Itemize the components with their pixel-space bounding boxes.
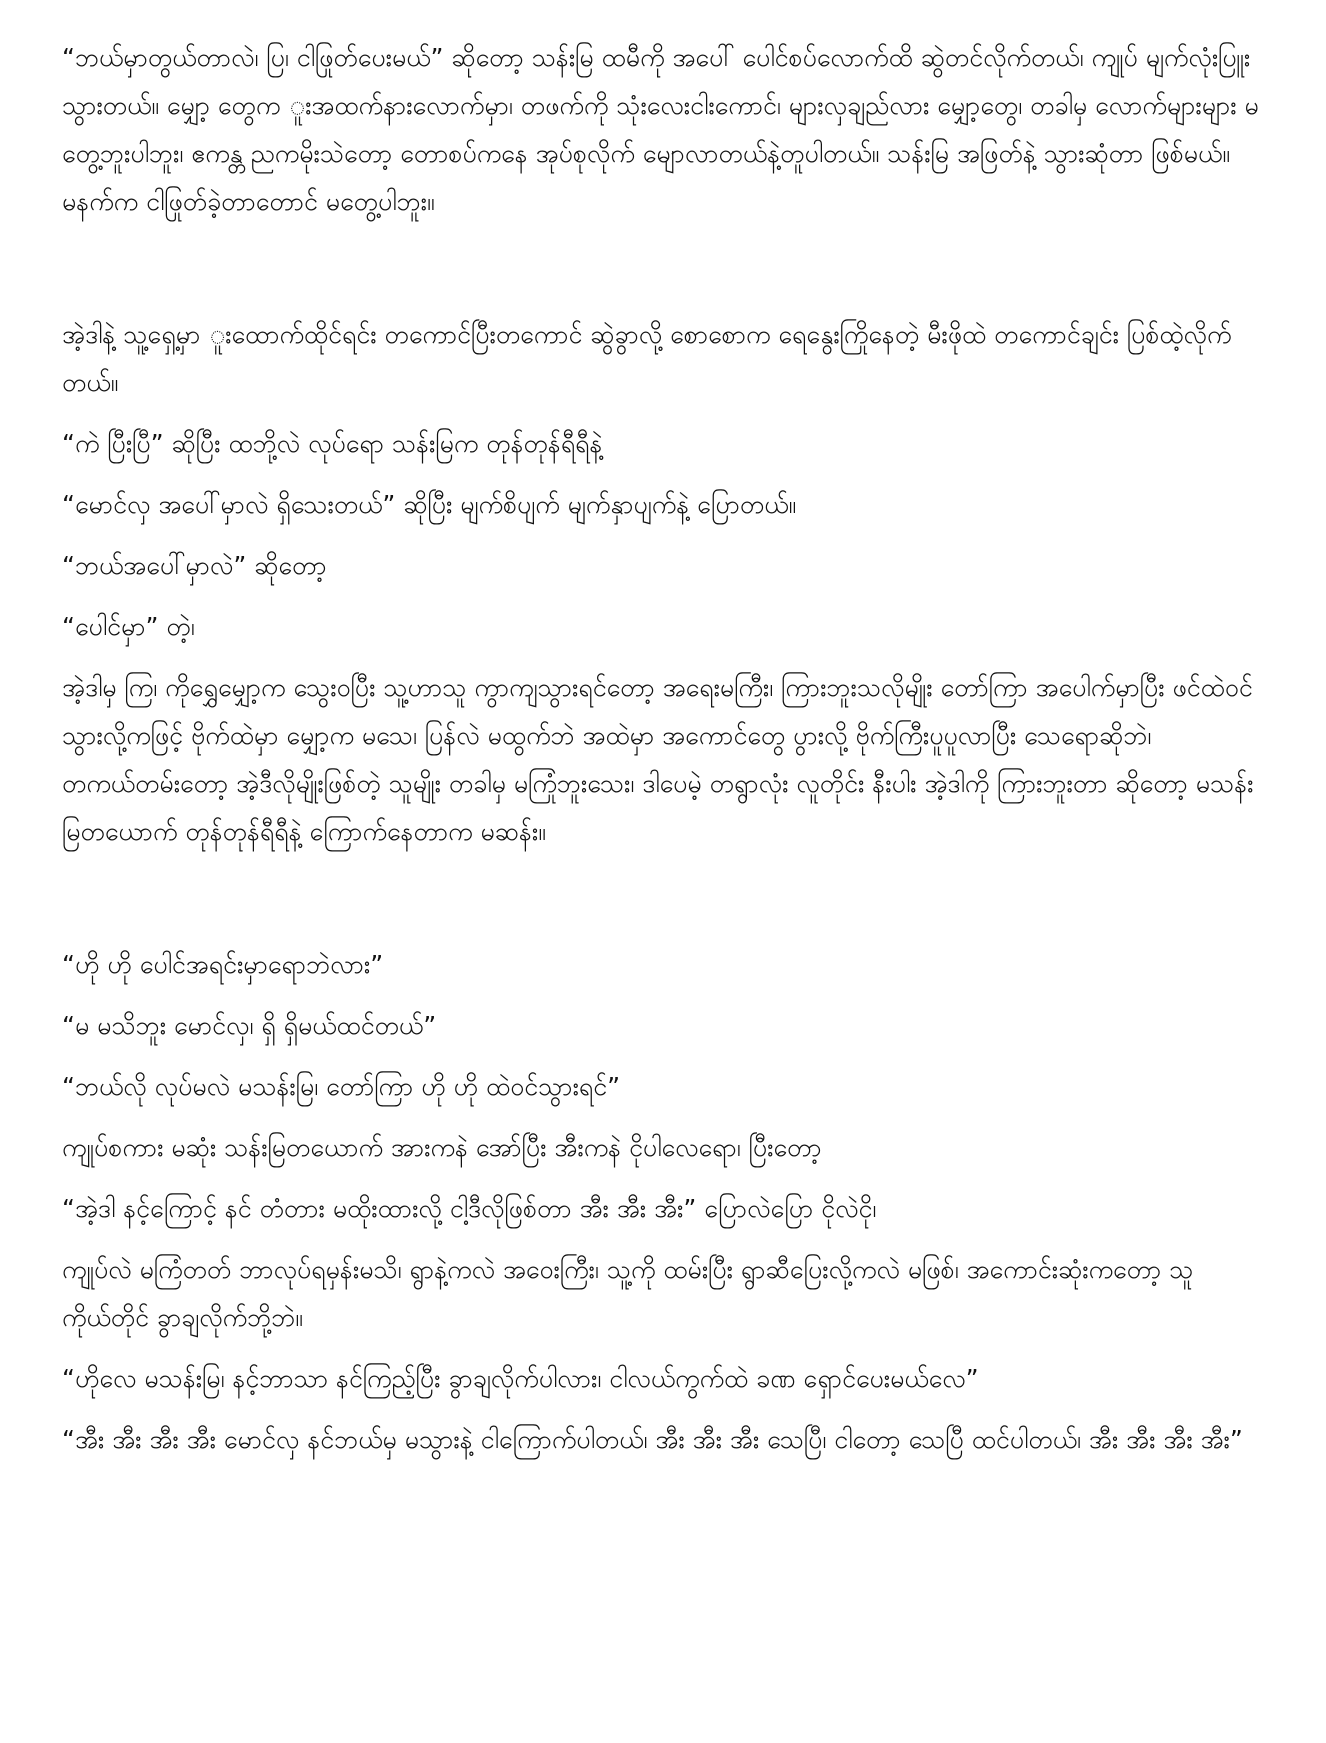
- section-gap: [62, 869, 1266, 941]
- paragraph: ကျုပ်လဲ မကြံတတ် ဘာလုပ်ရမှန်းမသိ၊ ရွာနဲ့ကလဲ အဝေးကြီး၊ သူ့ကို ထမ်းပြီး ရွာဆီပြေးလို့ကလဲ မဖြစ်၊ အကောင်းဆုံးကတော့ သူကိုယ်တိုင် ခွာချလိုက်ဘို့ဘဲ။: [62, 1255, 1194, 1332]
- story-block-3: [62, 941, 1266, 1464]
- paragraph: “အဲ့ဒါ နင့်ကြောင့် နင် တံတား မထိုးထားလို့ ငါ့ဒီလိုဖြစ်တာ အီး အီး အီး” ပြောလဲပြော ငိုလဲငို၊: [62, 1194, 877, 1223]
- paragraph: “ဘယ်မှာတွယ်တာလဲ၊ ပြ၊ ငါဖြုတ်ပေးမယ်” ဆိုတော့ သန်းမြ ထမီကို အပေါ် ပေါင်စပ်လောက်ထိ ဆွဲတင်လိုက်တယ်၊ ကျုပ် မျက်လုံးပြူးသွားတယ်။ မျှော့ တွေက ူးအထက်နားလောက်မှာ၊ တဖက်ကို သုံးလေးငါးကောင်၊ များလှချည်လား မျှော့တွေ၊ တခါမှ လောက်များများ မတွေ့ဘူးပါဘူး၊ ဧကန္တ ညကမိုးသဲတော့ တောစပ်ကနေ အုပ်စုလိုက် မျောလာတယ်နဲ့တူပါတယ်။ သန်းမြ အဖြတ်နဲ့ သွားဆုံတာ ဖြစ်မယ်။ မနက်က ငါဖြုတ်ခဲ့တာတောင် မတွေ့ပါဘူး။: [62, 43, 1259, 216]
- paragraph: “အီး အီး အီး အီး မောင်လှ နင်ဘယ်မှ မသွားနဲ့ ငါကြောက်ပါတယ်၊ အီး အီး အီး သေပြီ၊ ငါတော့ သေပြီ ထင်ပါတယ်၊ အီး အီး အီး အီး”: [62, 1425, 1243, 1454]
- paragraph: “ဘယ်အပေါ်မှာလဲ” ဆိုတော့: [62, 551, 327, 580]
- paragraph: ကျုပ်စကား မဆုံး သန်းမြတယောက် အားကနဲ အော်ပြီး အီးကနဲ ငိုပါလေရော၊ ပြီးတော့: [62, 1133, 822, 1162]
- story-block-1: [62, 34, 1266, 226]
- paragraph: “ဘယ်လို လုပ်မလဲ မသန်းမြ၊ တော်ကြာ ဟို ဟို ထဲဝင်သွားရင်”: [62, 1072, 621, 1101]
- paragraph: “ဟို ဟို ပေါင်အရင်းမှာရောဘဲလား”: [62, 950, 384, 979]
- story-block-2: [62, 311, 1266, 856]
- paragraph: အဲ့ဒါမှ ကြ၊ ကိုရွှေမျှော့က သွေးဝပြီး သူ့ဟာသူ ကွာကျသွားရင်တော့ အရေးမကြီး၊ ကြားဘူးသလိုမျိုး တော်ကြာ အပေါက်မှာပြီး ဖင်ထဲဝင်သွားလို့ကဖြင့် ဗိုက်ထဲမှာ မျှော့က မသေ၊ ပြန်လဲ မထွက်ဘဲ အထဲမှာ အကောင်တွေ ပွားလို့ ဗိုက်ကြီးပူပူလာပြီး သေရောဆိုဘဲ၊ တကယ်တမ်းတော့ အဲ့ဒီလိုမျိုးဖြစ်တဲ့ သူမျိုး တခါမှ မကြုံဘူးသေး၊ ဒါပေမဲ့ တရွာလုံး လူတိုင်း နီးပါး အဲ့ဒါကို ကြားဘူးတာ ဆိုတော့ မသန်းမြတယောက် တုန်တုန်ရီရီနဲ့ ကြောက်နေတာက မဆန်း။: [62, 673, 1254, 846]
- section-gap: [62, 239, 1266, 311]
- paragraph: “မောင်လှ အပေါ်မှာလဲ ရှိသေးတယ်” ဆိုပြီး မျက်စိပျက် မျက်နှာပျက်နဲ့ ပြောတယ်။: [62, 490, 797, 519]
- paragraph: “ပေါင်မှာ” တဲ့၊: [62, 612, 195, 641]
- paragraph: “မ မသိဘူး မောင်လှ၊ ရှိ ရှိမယ်ထင်တယ်”: [62, 1011, 437, 1040]
- paragraph: အဲ့ဒါနဲ့ သူ့ရှေ့မှာ ူးထောက်ထိုင်ရင်း တကောင်ပြီးတကောင် ဆွဲခွာလို့ စောစောက ရေနွေးကြိုနေတဲ့ မီးဖိုထဲ တကောင်ချင်း ပြစ်ထဲ့လိုက်တယ်။: [62, 320, 1232, 397]
- paragraph: “ဟိုလေ မသန်းမြ၊ နင့်ဘာသာ နင်ကြည့်ပြီး ခွာချလိုက်ပါလား၊ ငါလယ်ကွက်ထဲ ခဏ ရှောင်ပေးမယ်လေ”: [62, 1364, 979, 1393]
- paragraph: “ကဲ ပြီးပြီ” ဆိုပြီး ထဘို့လဲ လုပ်ရော သန်းမြက တုန်တုန်ရီရီနဲ့: [62, 429, 603, 458]
